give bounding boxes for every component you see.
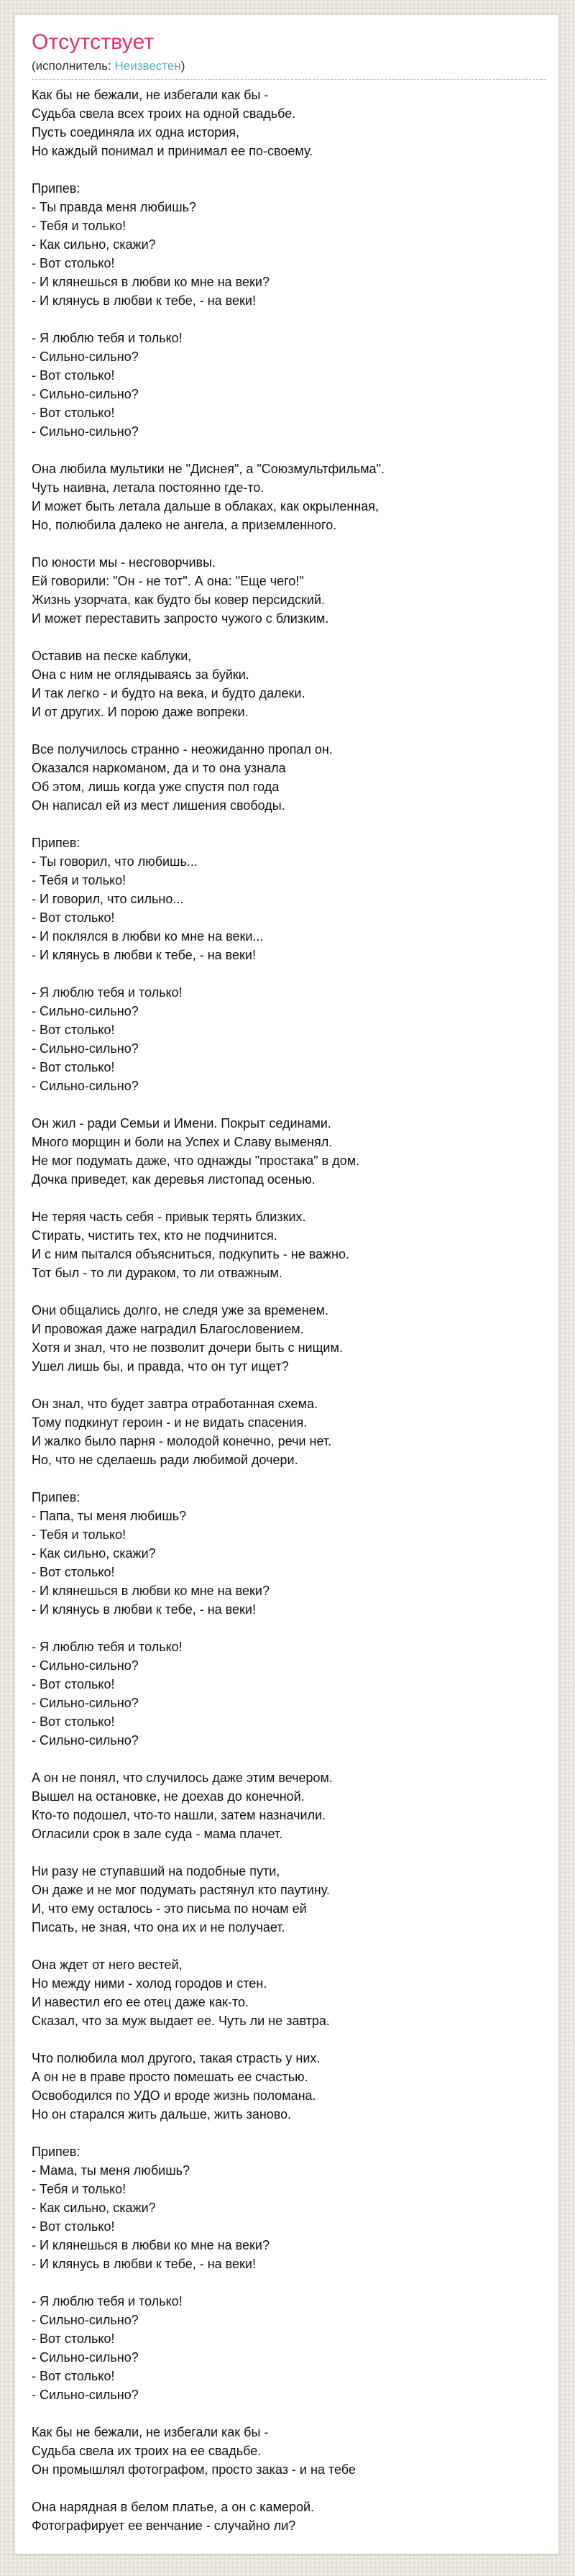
lyric-line: Сказал, что за муж выдает ее. Чуть ли не завтра.	[32, 2014, 330, 2028]
page-title: Отсутствует	[32, 30, 155, 54]
lyric-line: И жалко было парня - молодой конечно, речи нет.	[32, 1434, 332, 1448]
lyric-line: - И клянусь в любви к тебе, - на веки!	[32, 1602, 256, 1617]
lyric-line: По юности мы - несговорчивы.	[32, 555, 216, 570]
lyric-line: Он написал ей из мест лишения свободы.	[32, 798, 285, 813]
lyric-line: - Сильно-сильно?	[32, 1041, 139, 1056]
lyric-blank-line	[32, 441, 546, 460]
lyric-line: - Я люблю тебя и только!	[32, 1640, 183, 1654]
lyric-line: - Вот столько!	[32, 368, 115, 383]
lyric-line: Она ждет от него вестей,	[32, 1958, 183, 1972]
lyric-blank-line	[32, 2479, 546, 2498]
lyric-line: А он не понял, что случилось даже этим вечером.	[32, 1771, 333, 1785]
lyric-blank-line	[32, 1469, 546, 1488]
lyric-line: И с ним пытался объясниться, подкупить - не важно.	[32, 1247, 350, 1261]
lyric-line: Жизнь узорчата, как будто бы ковер персидский.	[32, 593, 326, 607]
lyric-line: Припев:	[32, 2145, 80, 2159]
lyric-line: Но, полюбила далеко не ангела, а приземленного.	[32, 518, 337, 532]
lyric-line: - Сильно-сильно?	[32, 1733, 139, 1748]
lyric-blank-line	[32, 1189, 546, 1207]
lyric-line: И может быть летала дальше в облаках, как окрыленная,	[32, 499, 380, 513]
lyric-line: - Сильно-сильно?	[32, 1079, 139, 1093]
lyric-line: - И клянусь в любви к тебе, - на веки!	[32, 293, 256, 308]
lyric-line: Освободился по УДО и вроде жизнь поломана.	[32, 2088, 316, 2103]
lyric-line: - Тебя и только!	[32, 219, 126, 233]
lyric-line: - Ты правда меня любишь?	[32, 200, 197, 214]
lyric-line: - И клянусь в любви к тебе, - на веки!	[32, 2257, 256, 2271]
lyric-line: - Ты говорил, что любишь...	[32, 854, 198, 869]
lyric-line: - Вот столько!	[32, 2369, 115, 2383]
lyric-blank-line	[32, 628, 546, 647]
lyric-line: Об этом, лишь когда уже спустя пол года	[32, 780, 280, 794]
lyric-line: Он даже и не мог подумать растянул кто паутину.	[32, 1883, 330, 1897]
lyric-line: И навестил его ее отец даже как-то.	[32, 1995, 249, 2009]
lyric-line: Припев:	[32, 181, 80, 196]
lyric-line: - Сильно-сильно?	[32, 350, 139, 364]
lyric-line: Пусть соединяла их одна история,	[32, 125, 239, 140]
lyric-blank-line	[32, 1282, 546, 1301]
lyric-line: Хотя и знал, что не позволит дочери быть с нищим.	[32, 1340, 343, 1355]
lyric-line: - Вот столько!	[32, 910, 115, 925]
lyric-blank-line	[32, 721, 546, 740]
lyric-line: Писать, не зная, что она их и не получает.	[32, 1920, 285, 1935]
lyric-line: - Тебя и только!	[32, 2182, 126, 2196]
lyric-line: - И говорил, что сильно...	[32, 892, 184, 906]
lyric-line: - Тебя и только!	[32, 1527, 126, 1542]
lyric-blank-line	[32, 1095, 546, 1114]
lyrics-card	[14, 14, 559, 2554]
lyric-line: - Сильно-сильно?	[32, 2350, 139, 2365]
lyric-line: - Я люблю тебя и только!	[32, 985, 183, 1000]
lyric-line: Он жил - ради Семьи и Имени. Покрыт сединами.	[32, 1116, 331, 1131]
lyric-line: - Вот столько!	[32, 2331, 115, 2346]
lyric-line: - И клянешься в любви ко мне на веки?	[32, 275, 270, 289]
lyric-line: - Как сильно, скажи?	[32, 2201, 156, 2215]
lyric-line: - Сильно-сильно?	[32, 1696, 139, 1710]
lyric-blank-line	[32, 1619, 546, 1638]
lyric-blank-line	[32, 964, 546, 983]
lyric-line: Много морщин и боли на Успех и Славу выменял.	[32, 1135, 333, 1149]
lyric-blank-line	[32, 2124, 546, 2142]
lyric-line: Как бы не бежали, не избегали как бы -	[32, 2425, 269, 2439]
lyric-line: - Сильно-сильно?	[32, 2313, 139, 2327]
lyric-line: Тому подкинут героин - и не видать спасения.	[32, 1415, 308, 1430]
lyric-line: И может переставить запросто чужого с близким.	[32, 611, 329, 626]
lyric-line: Она любила мультики не "Диснея", а "Союзмультфильма".	[32, 462, 385, 476]
lyric-line: - Как сильно, скажи?	[32, 1546, 156, 1561]
lyric-line: - Как сильно, скажи?	[32, 237, 156, 252]
lyric-line: Но каждый понимал и принимал ее по-своему.	[32, 144, 313, 158]
lyric-line: Ни разу не ступавший на подобные пути,	[32, 1864, 280, 1878]
lyric-line: Дочка приведет, как деревья листопад осенью.	[32, 1172, 316, 1187]
lyric-line: И так легко - и будто на века, и будто далеки.	[32, 686, 305, 700]
lyric-line: Ей говорили: "Он - не тот". А она: "Еще чего!"	[32, 574, 304, 588]
lyric-line: И провожая даже наградил Благословением.	[32, 1322, 304, 1336]
lyric-line: Припев:	[32, 836, 80, 850]
lyric-line: - Вот столько!	[32, 1714, 115, 1729]
lyric-line: Судьба свела их троих на ее свадьбе.	[32, 2444, 262, 2458]
lyric-line: - Я люблю тебя и только!	[32, 2294, 183, 2308]
lyric-line: Судьба свела всех троих на одной свадьбе.	[32, 106, 296, 121]
lyric-line: Он промышлял фотографом, просто заказ - и на тебе	[32, 2462, 356, 2477]
lyric-blank-line	[32, 1376, 546, 1394]
artist-label-suffix: )	[180, 59, 185, 73]
lyric-blank-line	[32, 1843, 546, 1862]
lyric-line: Кто-то подошел, что-то нашли, затем назначили.	[32, 1808, 326, 1822]
lyric-line: Вышел на остановке, не доехав до конечной.	[32, 1789, 305, 1804]
lyric-blank-line	[32, 1750, 546, 1768]
lyric-blank-line	[32, 2404, 546, 2423]
lyric-line: Но он старался жить дальше, жить заново.	[32, 2107, 292, 2121]
lyric-line: - Сильно-сильно?	[32, 1004, 139, 1018]
lyric-line: Что полюбила мол другого, такая страсть у них.	[32, 2051, 321, 2065]
lyric-line: - Тебя и только!	[32, 873, 126, 887]
lyric-line: - Сильно-сильно?	[32, 1658, 139, 1673]
lyric-line: А он не в праве просто помешать ее счастью.	[32, 2070, 308, 2084]
lyric-line: Она с ним не оглядываясь за буйки.	[32, 667, 249, 682]
lyric-line: - Папа, ты меня любишь?	[32, 1509, 187, 1523]
lyric-line: И, что ему осталось - это письма по ночам ей	[32, 1901, 307, 1916]
lyric-blank-line	[32, 2030, 546, 2049]
lyrics-text	[32, 86, 546, 2535]
lyric-blank-line	[32, 160, 546, 179]
lyric-blank-line	[32, 2273, 546, 2292]
lyric-line: Не мог подумать даже, что однажды "простака" в дом.	[32, 1154, 360, 1168]
lyric-line: - Вот столько!	[32, 1565, 115, 1579]
lyric-line: Он знал, что будет завтра отработанная схема.	[32, 1397, 318, 1411]
lyric-line: - И клянешься в любви ко мне на веки?	[32, 2238, 270, 2252]
lyric-line: - И поклялся в любви ко мне на веки...	[32, 929, 264, 944]
lyric-line: Огласили срок в зале суда - мама плачет.	[32, 1827, 283, 1841]
lyric-line: Но, что не сделаешь ради любимой дочери.	[32, 1453, 298, 1467]
lyric-line: - Мама, ты меня любишь?	[32, 2163, 190, 2178]
lyric-blank-line	[32, 815, 546, 833]
lyric-line: Они общались долго, не следя уже за временем.	[32, 1303, 329, 1317]
lyric-line: Но между ними - холод городов и стен.	[32, 1976, 267, 1991]
lyric-line: - Вот столько!	[32, 1023, 115, 1037]
lyric-blank-line	[32, 1937, 546, 1955]
lyric-line: Оставив на песке каблуки,	[32, 649, 192, 663]
artist-link[interactable]: Неизвестен	[114, 59, 181, 73]
lyric-line: - Сильно-сильно?	[32, 387, 139, 401]
lyric-blank-line	[32, 534, 546, 553]
lyric-line: Она нарядная в белом платье, а он с камерой.	[32, 2500, 315, 2514]
lyric-line: И от других. И порою даже вопреки.	[32, 705, 249, 719]
lyric-line: - И клянешься в любви ко мне на веки?	[32, 1584, 270, 1598]
lyric-line: Фотографирует ее венчание - случайно ли?	[32, 2518, 296, 2533]
lyric-line: - Вот столько!	[32, 406, 115, 420]
lyric-line: - Вот столько!	[32, 1060, 115, 1074]
lyric-line: Тот был - то ли дураком, то ли отважным.	[32, 1266, 282, 1280]
lyric-blank-line	[32, 310, 546, 329]
lyric-line: Не теряя часть себя - привык терять близких.	[32, 1210, 306, 1224]
artist-line	[32, 58, 546, 75]
lyric-line: Оказался наркоманом, да и то она узнала	[32, 761, 286, 775]
artist-label-prefix: (исполнитель:	[32, 59, 115, 73]
lyric-line: - Сильно-сильно?	[32, 424, 139, 439]
lyric-line: - Вот столько!	[32, 256, 115, 270]
lyric-line: Чуть наивна, летала постоянно где-то.	[32, 480, 264, 495]
lyric-line: Как бы не бежали, не избегали как бы -	[32, 88, 269, 102]
dashed-separator	[32, 79, 546, 80]
lyric-line: - Вот столько!	[32, 1677, 115, 1691]
lyric-line: - Вот столько!	[32, 2219, 115, 2234]
lyric-line: Все получилось странно - неожиданно пропал он.	[32, 742, 333, 757]
lyric-line: - Сильно-сильно?	[32, 2388, 139, 2402]
page-background	[0, 14, 575, 2576]
lyric-line: - Я люблю тебя и только!	[32, 331, 183, 345]
lyric-line: Припев:	[32, 1490, 80, 1504]
lyric-line: Стирать, чистить тех, кто не подчинится.	[32, 1228, 277, 1243]
lyric-line: Ушел лишь бы, и правда, что он тут ищет?	[32, 1359, 289, 1374]
lyric-line: - И клянусь в любви к тебе, - на веки!	[32, 948, 256, 962]
